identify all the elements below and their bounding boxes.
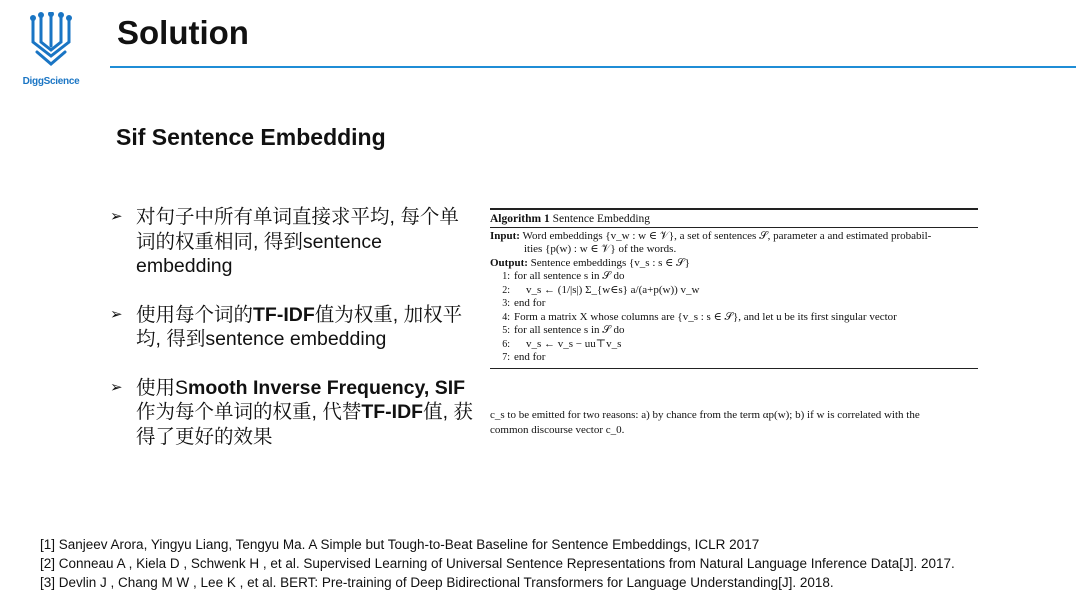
diggscience-logo <box>18 12 84 92</box>
step-number: 7: <box>502 352 510 363</box>
algorithm-step <box>490 338 978 352</box>
step-text: end for <box>514 351 546 363</box>
bullet-text: TF-IDF <box>361 401 424 423</box>
algorithm-note-line-1: c_s to be emitted for two reasons: a) by chance from the term αp(w); b) if w is correlated with the <box>490 409 920 421</box>
algorithm-body <box>490 228 978 365</box>
bullet-item <box>108 303 478 352</box>
step-number: 4: <box>502 311 510 323</box>
step-text: v_s ← v_s − uu⊤v_s <box>526 337 622 350</box>
bullet-text: 使用S <box>136 376 189 399</box>
algorithm-caption <box>490 210 978 227</box>
algorithm-input-text: Word embeddings {v_w : w ∈ 𝒱}, a set of sentences 𝒮, parameter a and estimated probabil- <box>522 229 932 242</box>
algorithm-output-text: Sentence embeddings {v_s : s ∈ 𝒮} <box>530 256 690 269</box>
algorithm-note-line-2: common discourse vector c_0. <box>490 424 625 436</box>
step-number: 3: <box>502 298 510 309</box>
section-subtitle: Sif Sentence Embedding <box>116 124 386 150</box>
logo-text: DiggScience <box>22 76 80 87</box>
step-number: 6: <box>502 338 510 350</box>
algorithm-steps <box>490 270 978 365</box>
bullet-text: 值, 获得了更好的效果 <box>136 401 473 448</box>
algorithm-step <box>490 351 978 365</box>
bullet-text: mooth Inverse Frequency, SIF <box>188 376 466 399</box>
page-title: Solution <box>117 14 249 51</box>
reference-item: [3] Devlin J , Chang M W , Lee K , et al. BERT: Pre-training of Deep Bidirectional Transformers for Language Understanding[J]. 2018. <box>40 575 834 591</box>
bullet-item <box>108 205 478 279</box>
step-text: for all sentence s in 𝒮 do <box>514 270 625 282</box>
algorithm-caption-text: Sentence Embedding <box>552 212 651 225</box>
bullet-text: TF-IDF <box>253 303 315 326</box>
step-text: v_s ← (1/|s|) Σ_{w∈s} a/(a+p(w)) v_w <box>526 283 700 296</box>
step-number: 2: <box>502 284 510 296</box>
bullet-item <box>108 376 478 450</box>
circuit-shield-icon <box>29 12 73 74</box>
reference-item: [1] Sanjeev Arora, Yingyu Liang, Tengyu Ma. A Simple but Tough-to-Beat Baseline for Sentence Embeddings, ICLR 2017 <box>40 537 760 552</box>
algorithm-input-label: Input: <box>490 229 520 242</box>
algorithm-step <box>490 324 978 338</box>
algorithm-input <box>490 230 978 244</box>
algorithm-box <box>490 208 978 369</box>
algorithm-caption-label: Algorithm 1 <box>490 212 550 225</box>
algorithm-output-label: Output: <box>490 256 528 269</box>
step-number: 1: <box>502 271 510 282</box>
algorithm-step <box>490 297 978 311</box>
algorithm-step <box>490 284 978 298</box>
bullet-arrow-icon: ➢ <box>110 378 123 396</box>
step-number: 5: <box>502 325 510 336</box>
bullet-text: 值为权重, 加权平均, 得到sentence embedding <box>136 303 463 350</box>
algorithm-bottom-rule <box>490 368 978 369</box>
algorithm-step <box>490 311 978 325</box>
title-divider <box>110 66 1076 68</box>
bullet-text: 对句子中所有单词直接求平均, 每个单词的权重相同, 得到sentence embedding <box>136 206 459 277</box>
step-text: end for <box>514 297 546 309</box>
algorithm-input-cont: ities {p(w) : w ∈ 𝒱} of the words. <box>524 243 677 255</box>
bullet-arrow-icon: ➢ <box>110 305 123 323</box>
reference-item: [2] Conneau A , Kiela D , Schwenk H , et al. Supervised Learning of Universal Sentence Representations from Natural Language Inference Data[J]. 2017. <box>40 556 955 572</box>
step-text: Form a matrix X whose columns are {v_s : s ∈ 𝒮}, and let u be its first singular vector <box>514 310 897 323</box>
algorithm-output <box>490 257 978 271</box>
references <box>40 535 1060 593</box>
algorithm-note <box>490 408 990 438</box>
bullet-list <box>108 205 478 473</box>
bullet-arrow-icon: ➢ <box>110 208 123 225</box>
step-text: for all sentence s in 𝒮 do <box>514 324 625 336</box>
algorithm-step <box>490 270 978 284</box>
bullet-text: 作为每个单词的权重, 代替 <box>136 401 362 423</box>
bullet-text: 使用每个词的 <box>136 303 254 326</box>
